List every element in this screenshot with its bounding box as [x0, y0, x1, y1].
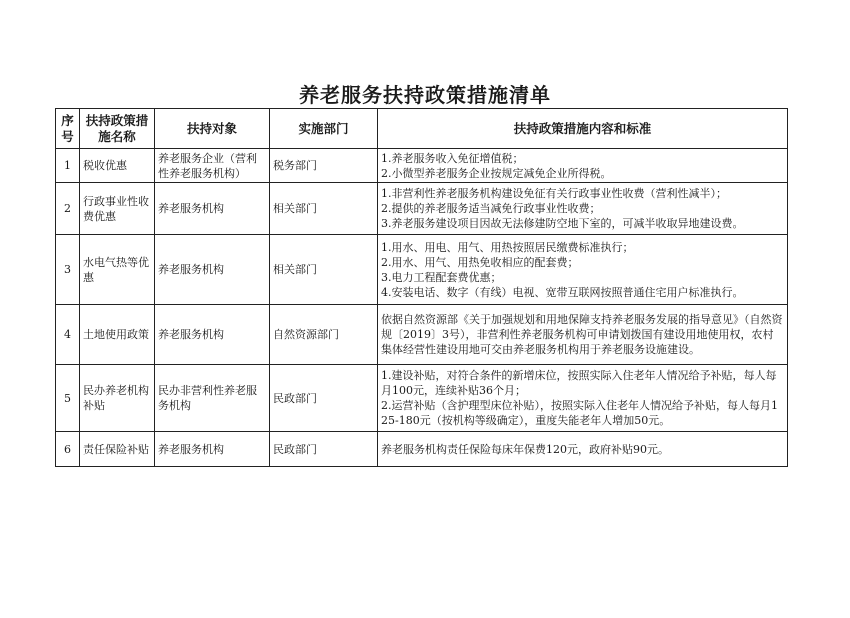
table-row — [56, 365, 788, 432]
content-line: 3.电力工程配套费优惠； — [381, 270, 502, 284]
target-object: 养老服务机构 — [155, 183, 270, 235]
header-content: 扶持政策措施内容和标准 — [378, 109, 788, 149]
content-line: 2.用水、用气、用热免收相应的配套费； — [381, 255, 579, 269]
target-object: 民办非营利性养老服务机构 — [155, 365, 270, 432]
table-row — [56, 149, 788, 183]
content-line: 1.用水、用电、用气、用热按照居民缴费标准执行； — [381, 240, 634, 254]
content-line: 1.养老服务收入免征增值税； — [381, 151, 524, 165]
table-row — [56, 235, 788, 305]
table-row — [56, 183, 788, 235]
content-line: 3.养老服务建设项目因故无法修建防空地下室的，可减半收取异地建设费。 — [381, 217, 744, 230]
department: 民政部门 — [270, 432, 378, 467]
target-object: 养老服务机构 — [155, 235, 270, 305]
measure-name: 税收优惠 — [80, 149, 155, 183]
header-no: 序号 — [56, 109, 80, 149]
content-cell — [378, 183, 788, 235]
table-row — [56, 432, 788, 467]
measure-name: 民办养老机构补贴 — [80, 365, 155, 432]
target-object: 养老服务机构 — [155, 305, 270, 365]
row-number: 2 — [56, 183, 80, 235]
row-number: 1 — [56, 149, 80, 183]
content-line: 2.运营补贴（含护理型床位补贴），按照实际入住老年人情况给予补贴，每人每月125-180元（按机构等级确定），重度失能老年人增加50元。 — [381, 399, 778, 427]
content-line: 2.小微型养老服务企业按规定减免企业所得税。 — [381, 166, 612, 180]
target-object: 养老服务企业（营利性养老服务机构） — [155, 149, 270, 183]
content-line: 2.提供的养老服务适当减免行政事业性收费； — [381, 202, 601, 215]
content-line: 1.建设补贴，对符合条件的新增床位，按照实际入住老年人情况给予补贴，每人每月100元，连续补贴36个月； — [381, 369, 777, 397]
header-department: 实施部门 — [270, 109, 378, 149]
measure-name: 责任保险补贴 — [80, 432, 155, 467]
target-object: 养老服务机构 — [155, 432, 270, 467]
row-number: 3 — [56, 235, 80, 305]
table-row — [56, 305, 788, 365]
content-line: 1.非营利性养老服务机构建设免征有关行政事业性收费（营利性减半）； — [381, 187, 727, 200]
department: 税务部门 — [270, 149, 378, 183]
content-line: 依据自然资源部《关于加强规划和用地保障支持养老服务发展的指导意见》（自然资规〔2019〕3号），非营利性养老服务机构可申请划拨国有建设用地使用权，农村集体经营性建设用地可交由养老服务机构用于养老服务设施建设。 — [381, 313, 783, 356]
document-title: 养老服务扶持政策措施清单 — [299, 83, 551, 107]
measure-name: 水电气热等优惠 — [80, 235, 155, 305]
content-cell — [378, 305, 788, 365]
table-header-row — [56, 109, 788, 149]
content-cell — [378, 365, 788, 432]
content-line: 4.安装电话、数字（有线）电视、宽带互联网按照普通住宅用户标准执行。 — [381, 285, 744, 299]
policy-table — [55, 108, 788, 467]
department: 相关部门 — [270, 183, 378, 235]
department: 相关部门 — [270, 235, 378, 305]
content-cell — [378, 235, 788, 305]
row-number: 5 — [56, 365, 80, 432]
row-number: 4 — [56, 305, 80, 365]
row-number: 6 — [56, 432, 80, 467]
measure-name: 土地使用政策 — [80, 305, 155, 365]
content-line: 养老服务机构责任保险每床年保费120元，政府补贴90元。 — [381, 442, 669, 456]
measure-name: 行政事业性收费优惠 — [80, 183, 155, 235]
department: 民政部门 — [270, 365, 378, 432]
header-measure-name: 扶持政策措施名称 — [80, 109, 155, 149]
header-target: 扶持对象 — [155, 109, 270, 149]
department: 自然资源部门 — [270, 305, 378, 365]
content-cell — [378, 432, 788, 467]
content-cell — [378, 149, 788, 183]
